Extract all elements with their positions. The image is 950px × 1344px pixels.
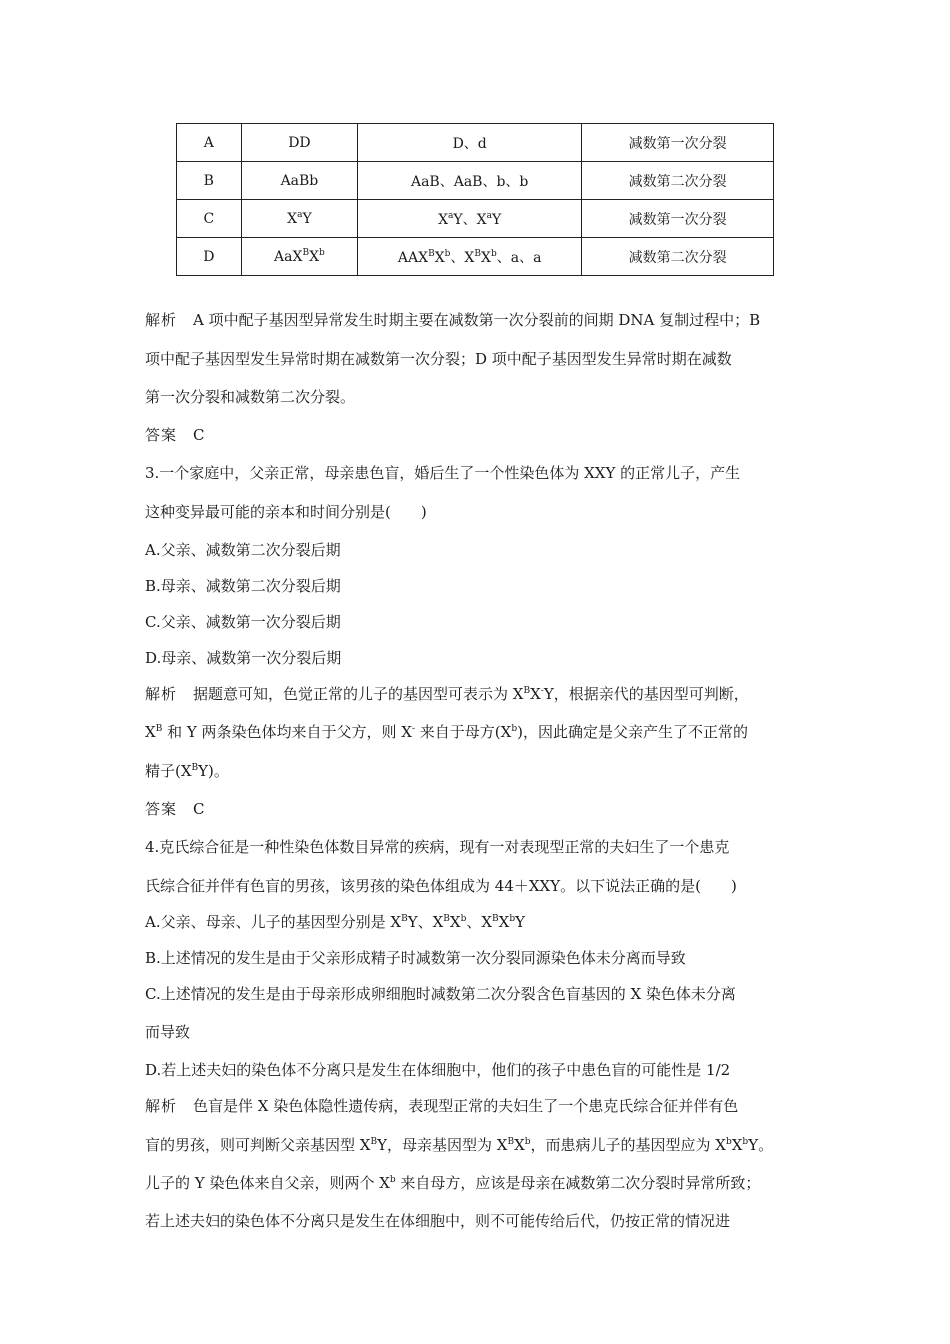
table-row xyxy=(177,124,774,162)
q4-stem-line: 4.克氏综合征是一种性染色体数目异常的疾病，现有一对表现型正常的夫妇生了一个患克 xyxy=(145,838,730,856)
q4-stem-line: 氏综合征并伴有色盲的男孩，该男孩的染色体组成为 44＋XXY。以下说法正确的是( ) xyxy=(145,877,737,895)
genotype-cell: $AaX^BX^b$ xyxy=(241,238,358,276)
option-cell: B xyxy=(177,162,242,200)
q3-option-a: A.父亲、减数第二次分裂后期 xyxy=(145,541,341,559)
q3-analysis-line xyxy=(145,684,749,704)
period-cell: 减数第二次分裂 xyxy=(582,162,774,200)
period-cell: 减数第一次分裂 xyxy=(582,124,774,162)
q3-analysis-line: 精子$(X^BY)$。 xyxy=(145,762,229,780)
genotype-cell: $X^aY$ xyxy=(241,200,358,238)
q4-analysis-line xyxy=(145,1096,738,1116)
q4-option-d: D.若上述夫妇的染色体不分离只是发生在体细胞中，他们的孩子中患色盲的可能性是 1/2 xyxy=(145,1061,731,1079)
answer-value: C xyxy=(193,426,205,444)
analysis-text: 色盲是伴 X 染色体隐性遗传病，表现型正常的夫妇生了一个患克氏综合征并伴有色 xyxy=(193,1097,739,1115)
q2-answer xyxy=(145,425,205,445)
answer-label: 答案 xyxy=(145,426,178,444)
q4-analysis-line: 若上述夫妇的染色体不分离只是发生在体细胞中，则不可能传给后代，仍按正常的情况进 xyxy=(145,1212,731,1230)
option-cell: C xyxy=(177,200,242,238)
analysis-text: 据题意可知，色觉正常的儿子的基因型可表示为 $X^BX^-Y$，根据亲代的基因型可判断， xyxy=(193,685,749,703)
option-cell: A xyxy=(177,124,242,162)
q4-option-c: C.上述情况的发生是由于母亲形成卵细胞时减数第二次分裂含色盲基因的 X 染色体未分离 xyxy=(145,985,736,1003)
gametes-cell: $X^aY$、$X^aY$ xyxy=(358,200,582,238)
q3-stem-line: 3.一个家庭中，父亲正常，母亲患色盲，婚后生了一个性染色体为 XXY 的正常儿子，产生 xyxy=(145,464,741,482)
analysis-label: 解析 xyxy=(145,685,178,703)
period-cell: 减数第一次分裂 xyxy=(582,200,774,238)
genotype-table xyxy=(176,123,774,276)
answer-value: C xyxy=(193,800,205,818)
period-cell: 减数第二次分裂 xyxy=(582,238,774,276)
gametes-cell: AaB、AaB、b、b xyxy=(358,162,582,200)
table-row xyxy=(177,238,774,276)
answer-label: 答案 xyxy=(145,800,178,818)
q4-option-c-cont: 而导致 xyxy=(145,1023,191,1041)
analysis-label: 解析 xyxy=(145,1097,178,1115)
q4-analysis-line: 盲的男孩，则可判断父亲基因型 $X^BY$，母亲基因型为 $X^BX^b$，而患病儿子的基因型应为 $X^bX^bY$。 xyxy=(145,1136,774,1154)
gametes-cell: $AAX^BX^b$、$X^BX^b$、a、a xyxy=(358,238,582,276)
q4-option-a: A.父亲、母亲、儿子的基因型分别是 $X^BY$、$X^BX^b$、$X^BX^bY$ xyxy=(145,913,526,931)
analysis-text: A 项中配子基因型异常发生时期主要在减数第一次分裂前的间期 DNA 复制过程中；B xyxy=(193,311,761,329)
q2-analysis-line: 项中配子基因型发生异常时期在减数第一次分裂；D 项中配子基因型发生异常时期在减数 xyxy=(145,350,732,368)
q2-analysis-line xyxy=(145,310,760,330)
table-row xyxy=(177,162,774,200)
genotype-cell: DD xyxy=(241,124,358,162)
q3-option-d: D.母亲、减数第一次分裂后期 xyxy=(145,649,342,667)
option-cell: D xyxy=(177,238,242,276)
q3-option-b: B.母亲、减数第二次分裂后期 xyxy=(145,577,341,595)
genotype-cell: AaBb xyxy=(241,162,358,200)
q3-answer xyxy=(145,799,205,819)
q3-analysis-line: $X^B$ 和 Y 两条染色体均来自于父方，则 X- 来自于母方$(X^b)$，因此确定是父亲产生了不正常的 xyxy=(145,723,748,741)
analysis-label: 解析 xyxy=(145,311,178,329)
q3-stem-line: 这种变异最可能的亲本和时间分别是( ) xyxy=(145,503,427,521)
q2-analysis-line: 第一次分裂和减数第二次分裂。 xyxy=(145,388,356,406)
q4-analysis-line: 儿子的 Y 染色体来自父亲，则两个 $X^b$ 来自母方，应该是母亲在减数第二次分裂时异常所致； xyxy=(145,1174,761,1192)
table-row xyxy=(177,200,774,238)
q4-option-b: B.上述情况的发生是由于父亲形成精子时减数第一次分裂同源染色体未分离而导致 xyxy=(145,949,686,967)
q3-option-c: C.父亲、减数第一次分裂后期 xyxy=(145,613,341,631)
gametes-cell: D、d xyxy=(358,124,582,162)
